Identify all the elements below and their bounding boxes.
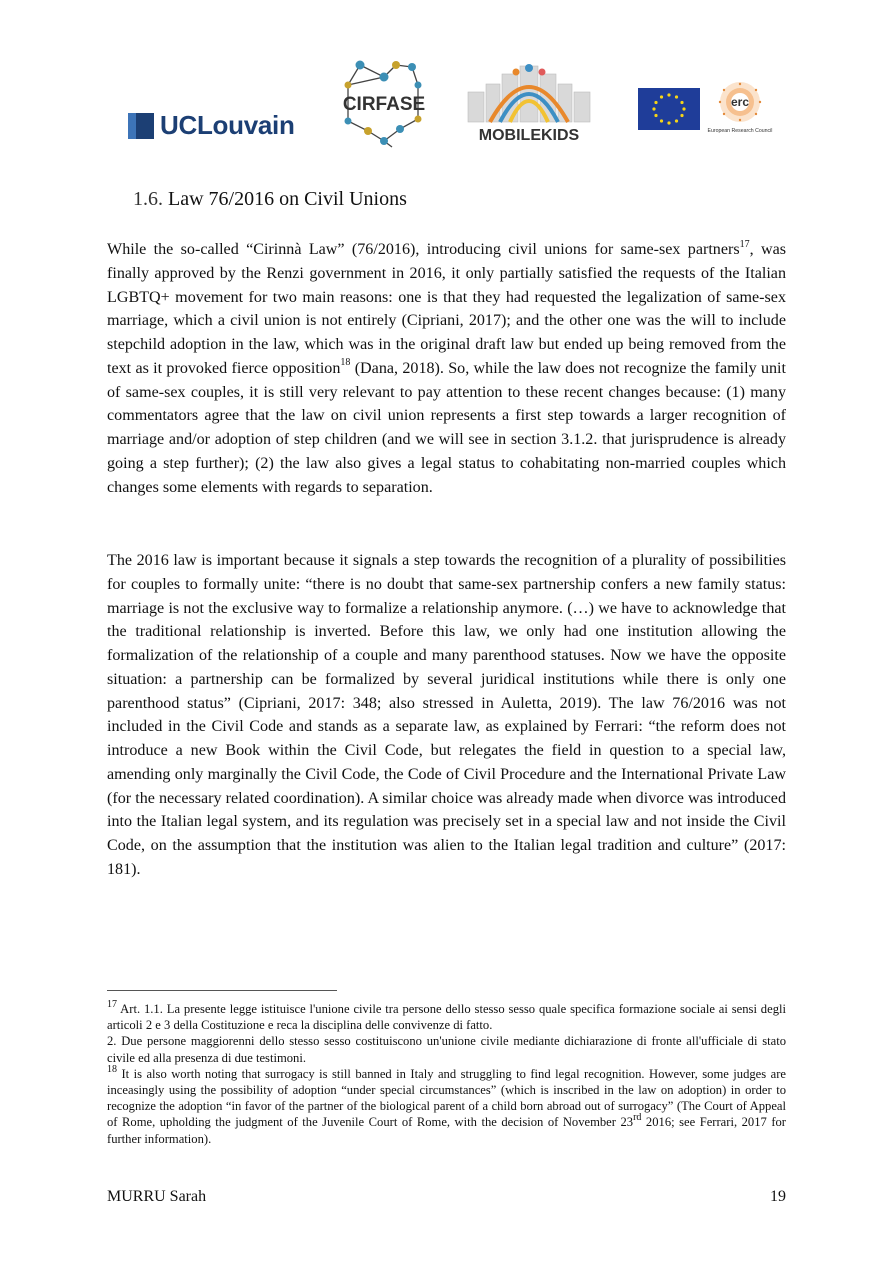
mobilekids-logo-text: MOBILEKIDS (478, 127, 580, 144)
footnote-18-text-a: It is also worth noting that surrogacy is still banned in Italy and struggling to find legal recognition. However, some judges are inceasingly using the possibility of adoption “under special circumstances” (which is inscribed in the law on adoption) in order to recognize the adoption “in favor of the partner of the biological parent of a child born abroad out of surrogacy” (The Court of Appeal of Rome, upholding the judgment of the Juvenile Court of Rome, with the decision of November 23 (107, 1066, 786, 1130)
footnotes (107, 998, 786, 1147)
footnote-17 (107, 998, 786, 1033)
section-number: 1.6. (133, 188, 163, 210)
page-number: 19 (770, 1188, 786, 1205)
paragraph-1 (107, 238, 786, 499)
footer-author: MURRU Sarah (107, 1188, 207, 1205)
cirfase-logo (338, 55, 430, 151)
uclouvain-logo-text: UCLouvain (160, 110, 295, 140)
section-heading (133, 188, 407, 211)
footnote-ref-17[interactable]: 17 (739, 238, 750, 250)
footnote-18-number: 18 (107, 1063, 117, 1075)
erc-logo (704, 80, 776, 142)
footnote-17-text: Art. 1.1. La presente legge istituisce l'unione civile tra persone dello stesso sesso quale specifica formazione sociale ai sensi degli articoli 2 e 3 della Costituzione e reca la disciplina delle convivenze di fatto. (107, 1002, 786, 1033)
erc-logo-text: erc (730, 95, 750, 109)
footnote-17-continued: 2. Due persone maggiorenni dello stesso sesso costituiscono un'unione civile mediante dichiarazione di fronte all'ufficiale di stato civile ed alla presenza di due testimoni. (107, 1034, 786, 1065)
footnote-18 (107, 1063, 786, 1147)
eu-flag-icon (638, 88, 700, 130)
paragraph-1-part-c: (Dana, 2018). So, while the law does not recognize the family unit of same-sex couples, it is still very relevant to pay attention to these recent changes because: (1) many commentators agree that the law on civil union represents a first step towards a larger recognition of marriage and/or adoption of step children (and we will see in section 3.1.2. that jurisprudence is already going a step further); (2) the law also gives a legal status to cohabitating non-married couples which changes some elements with regards to separation. (107, 359, 786, 496)
uclouvain-mark-icon (128, 113, 154, 139)
paragraph-1-part-b: , was finally approved by the Renzi government in 2016, it only partially satisfied the requests of the Italian LGBTQ+ movement for two main reasons: one is that they had requested the legalization of same-sex marriage, which a civil union is not entirely (Cipriani, 2017); and the other one was the will to include stepchild adoption in the law, which was in the original draft law but ended up being removed from the text as it provoked fierce opposition (107, 241, 786, 377)
footnote-divider (107, 990, 337, 991)
footnote-18-ordinal: rd (633, 1112, 642, 1124)
header-logos (0, 0, 892, 170)
cirfase-logo-text: CIRFASE (342, 94, 426, 115)
paragraph-1-part-a: While the so-called “Cirinnà Law” (76/2016), introducing civil unions for same-sex partners (107, 241, 740, 258)
section-title: Law 76/2016 on Civil Unions (168, 188, 407, 210)
mobilekids-logo (460, 58, 598, 144)
footnote-18-text-b: 2016; see Ferrari, 2017 for further information). (107, 1115, 786, 1146)
erc-caption: European Research Council (707, 128, 773, 134)
uclouvain-logo (128, 110, 295, 141)
footnote-17-number: 17 (107, 998, 117, 1010)
paragraph-2: The 2016 law is important because it signals a step towards the recognition of a plurality of possibilities for couples to formally unite: “there is no doubt that same-sex partnership confers a new family status: marriage is not the exclusive way to formalize a relationship anymore. (…) we have to acknowledge that the traditional relationship is inverted. Before this law, we only had one institution allowing the formalization of the relationship of a couple and many parenthood statuses. Now we have the opposite situation: a partnership can be formalized by several juridical institutions while there is only one parenthood status” (Cipriani, 2017: 348; also stressed in Auletta, 2019). The law 76/2016 was not included in the Civil Code and stands as a separate law, as explained by Ferrari: “the reform does not introduce a new Book within the Civil Code, but relegates the field in question to a special law, amending only marginally the Civil Code, the Code of Civil Procedure and the International Private Law (for the necessary related coordination). A similar choice was already made when divorce was introduced into the Italian legal system, and its regulation was precisely set in a special law and not inside the Civil Code, on the assumption that the institution was alien to the Italian legal tradition and culture” (2017: 181). (107, 552, 786, 878)
footnote-ref-18[interactable]: 18 (340, 357, 351, 369)
